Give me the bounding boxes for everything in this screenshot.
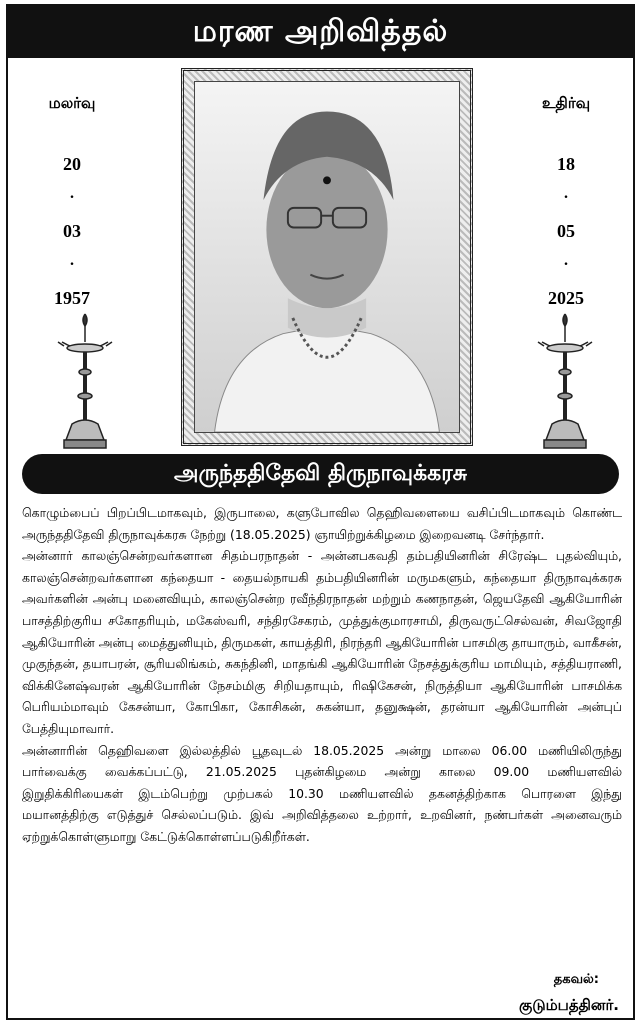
info-from: குடும்பத்தினர்.: [518, 996, 619, 1014]
birth-sep-2: .: [70, 252, 74, 269]
birth-date-column: [22, 94, 122, 309]
death-label: உதிர்வு: [541, 94, 591, 112]
paragraph-intro: கொழும்பைப் பிறப்பிடமாகவும், இருபாலை, களுபோவில தெஹிவளையை வசிப்பிடமாகவும் கொண்ட அருந்ததிதேவி திருநாவுக்கரசு நேற்று (18.05.2025) ஞாயிற்றுக்கிழமை இறைவனடி சேர்ந்தார்.: [22, 505, 622, 542]
birth-year: 1957: [54, 288, 90, 308]
death-sep-1: .: [564, 185, 568, 202]
birth-sep-1: .: [70, 185, 74, 202]
portrait-silhouette-icon: [195, 82, 459, 432]
paragraph-family: அன்னார் காலஞ்சென்றவர்களான சிதம்பரநாதன் - அன்னபகவதி தம்பதியினரின் சிரேஷ்ட புதல்வியும், காலஞ்சென்றவர்களான கந்தையா - தையல்நாயகி தம்பதியினரின் மருமகளும், கந்தையா திருநாவுக்கரசு அவர்களின் அன்பு மனைவியும், காலஞ்சென்ற ரவீந்திரநாதன் மற்றும் கணநாதன், ஜெயதேவி ஆகியோரின் பாசத்திற்குரிய சகோதரியும், மகேஸ்வரி, சந்திரசேகரம், முத்துக்குமாரசாமி, திருவருட்செல்வன், சிவஜோதி ஆகியோரின் அன்பு மைத்துனியும், திருமகள், காயத்திரி, நிரந்தரி ஆகியோரின் பாசமிகு தாயாரும், வாகீசன், முகுந்தன், தயாபரன், சூரியலிங்கம், சுகந்தினி, மாதங்கி ஆகியோரின் நேசத்துக்குரிய மாமியும், சத்தியராணி, விக்கினேஷ்வரன் ஆகியோரின் நேசம்மிகு சிறியதாயும், ரிஷிகேசன், நிருத்தியா ஆகியோரின் பாசமிக்க பெரியம்மாவும் கேசன்யா, கோபிகா, கோசிகன், சுகன்யா, தனுக்ஷன், தரன்யா ஆகியோரின் அன்புப் பேத்தியுமாவார்.: [22, 548, 622, 736]
deceased-name: அருந்ததிதேவி திருநாவுக்கரசு: [22, 454, 619, 494]
obituary-notice: [6, 4, 635, 1020]
portrait-frame: [181, 68, 473, 446]
portrait-photo: [194, 81, 460, 433]
notice-footer: [519, 972, 619, 1016]
paragraph-funeral: அன்னாரின் தெஹிவளை இல்லத்தில் பூதவுடல் 18.05.2025 அன்று மாலை 06.00 மணியிலிருந்து பார்வைக்கு வைக்கப்பட்டு, 21.05.2025 புதன்கிழமை அன்று காலை 09.00 மணியளவில் இறுதிக்கிரியைகள் இடம்பெற்று முற்பகல் 10.30 மணியளவில் தகனத்திற்காக பொரளை இந்து மயானத்திற்கு எடுத்துச் செல்லப்படும். இவ் அறிவித்தலை உற்றார், உறவினர், நண்பர்கள் அனைவரும் ஏற்றுக்கொள்ளுமாறு கேட்டுக்கொள்ளப்படுகிறீர்கள்.: [22, 742, 622, 844]
death-date-column: [516, 94, 616, 309]
oil-lamp-icon: [54, 312, 116, 452]
info-label: தகவல்:: [553, 972, 599, 987]
birth-day: 20: [63, 154, 81, 174]
death-month: 05: [557, 221, 575, 241]
oil-lamp-icon: [534, 312, 596, 452]
notice-body: [22, 502, 622, 848]
birth-month: 03: [63, 221, 81, 241]
notice-title: மரண அறிவித்தல்: [8, 6, 633, 58]
death-day: 18: [557, 154, 575, 174]
death-sep-2: .: [564, 252, 568, 269]
death-year: 2025: [548, 288, 584, 308]
birth-label: மலர்வு: [48, 94, 96, 112]
